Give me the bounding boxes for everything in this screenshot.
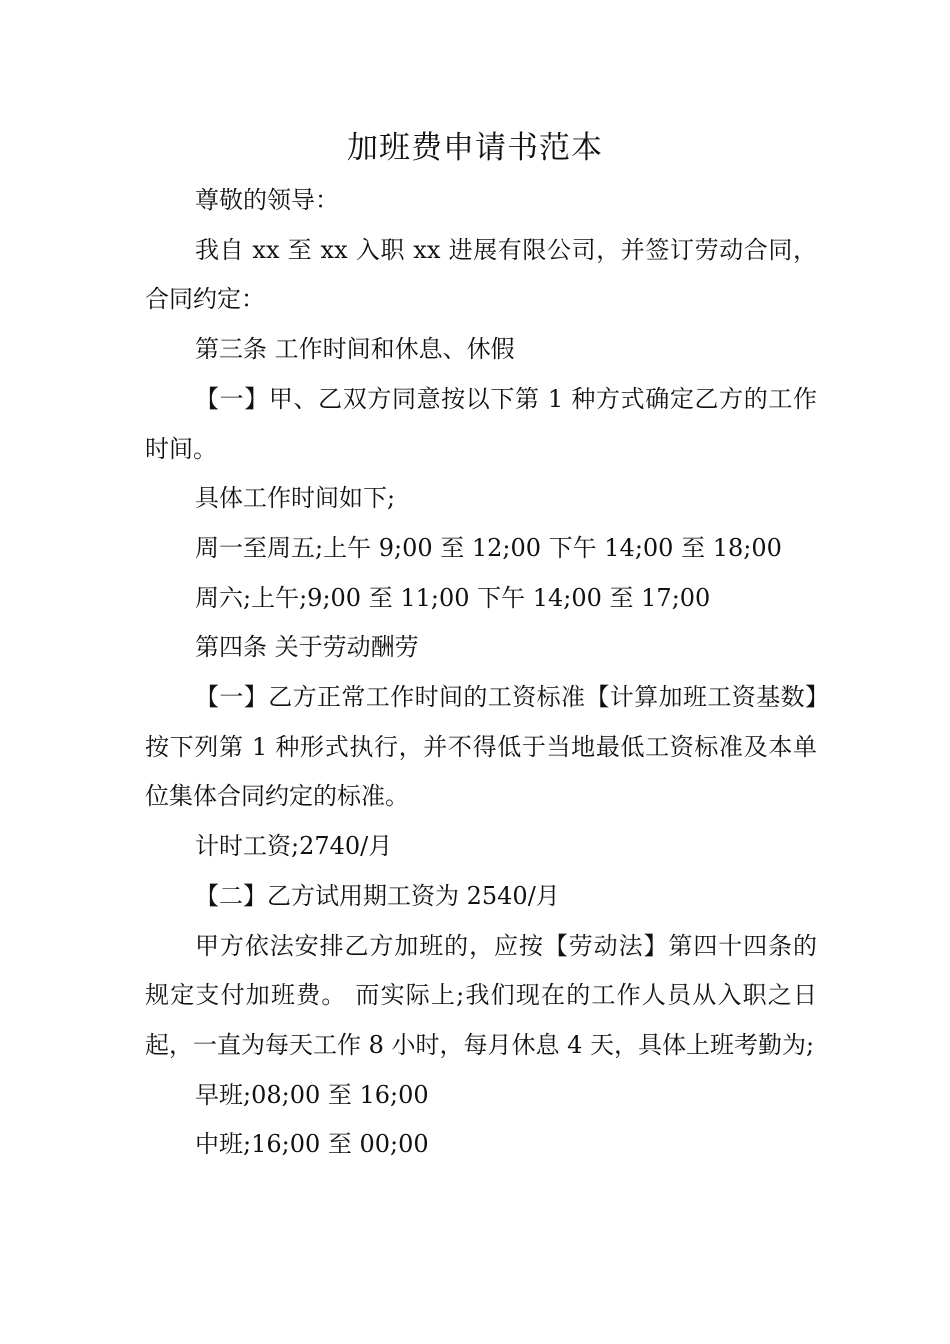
paragraph-probation-wage: 【二】乙方试用期工资为 2540/月 bbox=[195, 881, 560, 910]
paragraph-article-three: 第三条 工作时间和休息、休假 bbox=[195, 335, 515, 364]
paragraph-early-shift: 早班;08;00 至 16;00 bbox=[195, 1080, 429, 1109]
paragraph-saturday-hours: 周六;上午;9;00 至 11;00 下午 14;00 至 17;00 bbox=[195, 583, 711, 612]
paragraph-wage-standard: 【一】乙方正常工作时间的工资标准【计算加班工资基数】按下列第 1 种形式执行，并不得低于当地最低工资标准及本单位集体合同约定的标准。 bbox=[145, 683, 817, 811]
paragraph-intro: 我自 xx 至 xx 入职 xx 进展有限公司，并签订劳动合同，合同约定： bbox=[145, 235, 817, 314]
paragraph-hourly-wage: 计时工资;2740/月 bbox=[195, 832, 393, 861]
paragraph-article-four: 第四条 关于劳动酬劳 bbox=[195, 633, 419, 662]
document-body bbox=[145, 176, 817, 1170]
paragraph-work-time-heading: 具体工作时间如下; bbox=[195, 484, 396, 513]
paragraph-weekday-hours: 周一至周五;上午 9;00 至 12;00 下午 14;00 至 18;00 bbox=[195, 533, 782, 562]
paragraph-work-time-method: 【一】甲、乙双方同意按以下第 1 种方式确定乙方的工作时间。 bbox=[145, 384, 817, 463]
document-title: 加班费申请书范本 bbox=[347, 130, 603, 166]
paragraph-overtime-pay: 甲方依法安排乙方加班的，应按【劳动法】第四十四条的规定支付加班费。 而实际上;我们现在的工作人员从入职之日起，一直为每天工作 8 小时，每月休息 4 天，具体上班考勤为; bbox=[145, 931, 817, 1059]
paragraph-salutation: 尊敬的领导： bbox=[195, 186, 339, 214]
paragraph-middle-shift: 中班;16;00 至 00;00 bbox=[195, 1130, 429, 1159]
